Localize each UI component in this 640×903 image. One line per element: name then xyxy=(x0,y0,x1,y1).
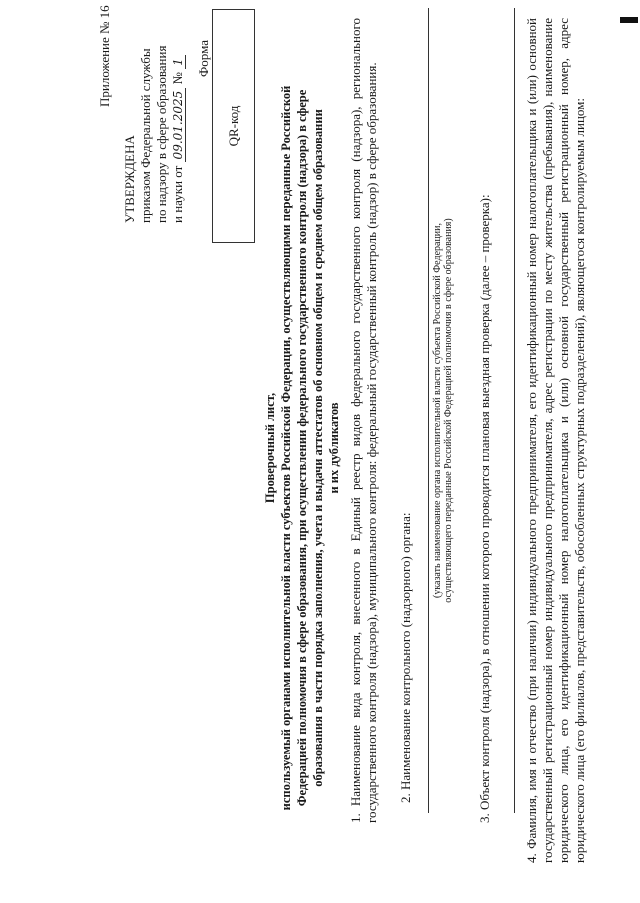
qr-code-box xyxy=(212,9,255,243)
fill-line xyxy=(514,8,515,813)
title-line: образования в части порядка заполнения, учета и выдачи аттестатов об основном общем и среднем общем образовании xyxy=(311,109,325,787)
title-line: и их дубликатов xyxy=(327,402,341,494)
paragraph-4: 4. Фамилия, имя и отчество (при наличии) индивидуального предпринимателя, его идентификационный номер налогоплательщика и (или) основной государственный регистрационный номер индивидуального предпринимателя, адрес регистрации по месту жительства (пребывания), наименование юридического лица, его идентификационный номер налогоплательщика и (или) основной государственный регистрационный номер, адрес юридического лица (его филиалов, представительств, обособленных структурных подразделений), являющегося контролируемым лицом: xyxy=(524,18,587,863)
approval-block xyxy=(122,13,186,223)
page-edge-mark xyxy=(620,17,638,23)
paragraph-1: 1. Наименование вида контроля, внесенного в Единый реестр видов федерального государственного контроля (надзора), регионального государственного контроля (надзора), муниципального контроля: федеральный государственный контроль (надзор) в сфере образования. xyxy=(348,18,379,823)
paragraph-2: 2. Наименование контрольного (надзорного) органа: xyxy=(398,512,413,803)
paragraph-3: 3. Объект контроля (надзора), в отношении которого проводится плановая выездная проверка (далее – проверка): xyxy=(477,194,492,823)
approval-line: по надзору в сфере образования xyxy=(154,45,169,223)
title-line: Федерацией полномочия в сфере образования, при осуществлении федерального государственного контроля (надзора) в сфере xyxy=(295,89,309,807)
qr-label: QR-код xyxy=(225,105,241,147)
approval-line xyxy=(170,13,186,223)
document-title xyxy=(262,53,342,843)
approval-number-label: № xyxy=(170,72,185,85)
approval-date: 09.01.2025 xyxy=(171,88,186,163)
fill-line xyxy=(428,8,429,813)
approval-number: 1 xyxy=(171,55,186,69)
fill-caption xyxy=(432,8,454,813)
caption-line: осуществляющего переданные Российской Федерацией полномочия в сфере образования) xyxy=(443,218,454,603)
approval-line: приказом Федеральной службы xyxy=(138,48,153,223)
approval-date-prefix: и науки от xyxy=(170,165,185,223)
appendix-label: Приложение № 16 xyxy=(97,5,112,107)
caption-line: (указать наименование органа исполнительной власти субъекта Российской Федерации, xyxy=(432,222,443,599)
approval-line: УТВЕРЖДЕНА xyxy=(122,135,137,223)
title-line: используемый органами исполнительной власти субъектов Российской Федерации, осуществляющими переданные Российской xyxy=(279,85,293,811)
form-label: Форма xyxy=(196,40,211,77)
title-line: Проверочный лист, xyxy=(263,392,277,504)
